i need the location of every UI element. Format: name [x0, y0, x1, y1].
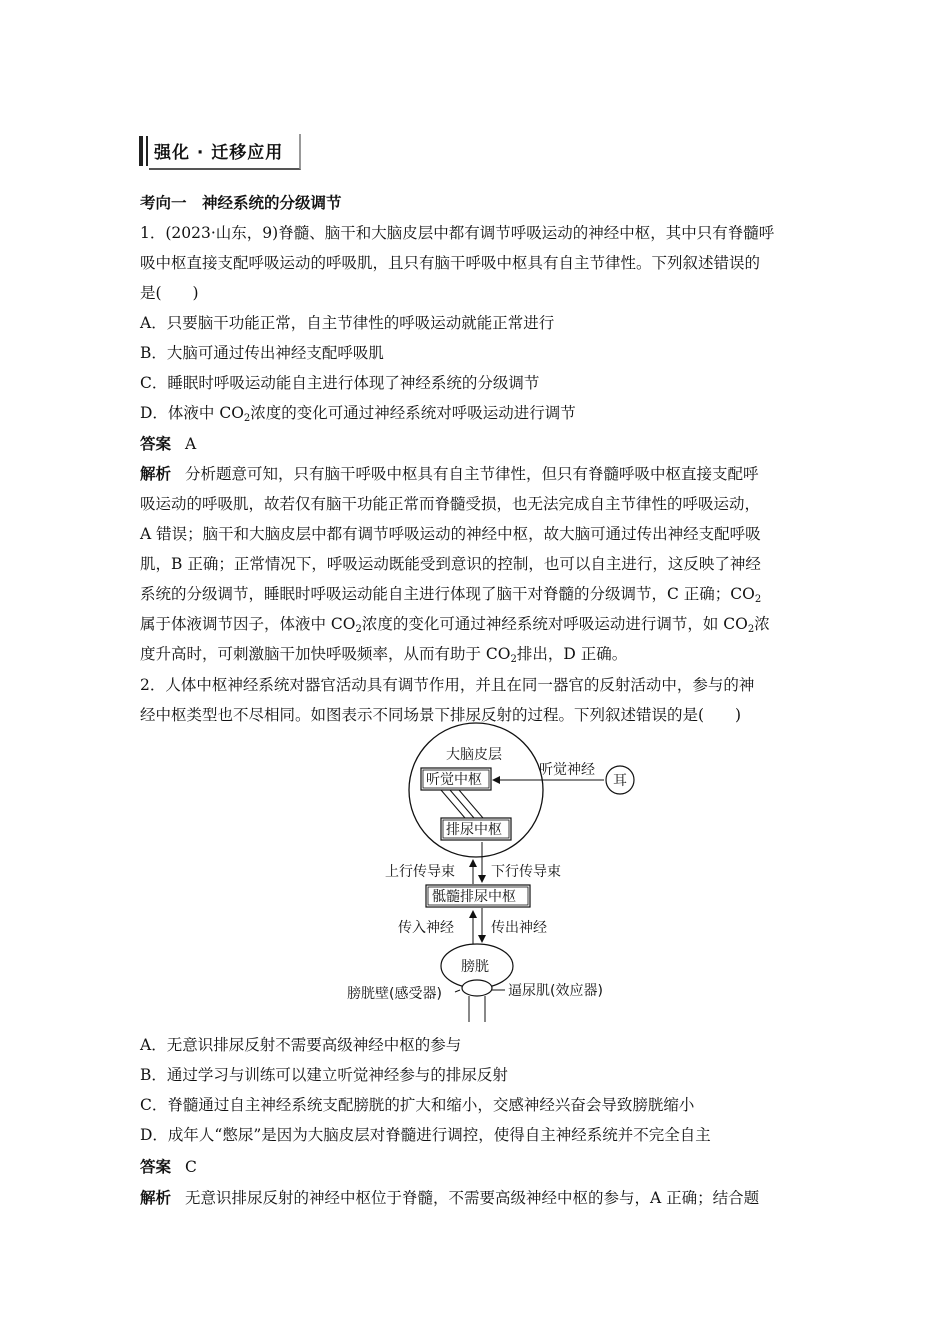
efferent-nerve-label: 传出神经 [491, 920, 547, 936]
afferent-nerve-label: 传入神经 [398, 920, 454, 936]
analysis-text: 浓 [754, 615, 770, 633]
answer-value: A [185, 435, 197, 453]
q1-option-d-text: D．体液中 CO [140, 404, 244, 422]
subscript: 2 [754, 594, 762, 605]
q1-option-b: B．大脑可通过传出神经支配呼吸肌 [140, 344, 384, 362]
q1-stem-line1: 1．(2023·山东，9)脊髓、脑干和大脑皮层中都有调节呼吸运动的神经中枢，其中只有脊髓呼 [140, 224, 775, 242]
q2-option-a: A．无意识排尿反射不需要高级神经中枢的参与 [140, 1036, 462, 1054]
q2-analysis-line1 [140, 1188, 759, 1208]
urination-center-label: 排尿中枢 [446, 822, 502, 838]
ear-label: 耳 [613, 773, 627, 789]
subscript: 2 [747, 624, 755, 635]
q2-answer [140, 1157, 197, 1177]
q1-stem-line2: 吸中枢直接支配呼吸运动的呼吸肌，且只有脑干呼吸中枢具有自主节律性。下列叙述错误的 [140, 254, 761, 272]
auditory-nerve-label: 听觉神经 [539, 762, 595, 778]
cortex-label: 大脑皮层 [446, 747, 502, 763]
analysis-text: 属于体液调节因子，体液中 CO [140, 615, 356, 633]
bladder-wall-label: 膀胱壁(感受器) [347, 986, 442, 1002]
q1-analysis-line3: A 错误；脑干和大脑皮层中都有调节呼吸运动的神经中枢，故大脑可通过传出神经支配呼吸 [140, 525, 761, 543]
answer-label: 答案 [140, 1158, 172, 1176]
bladder-wall-pointer [455, 990, 460, 992]
analysis-label: 解析 [140, 465, 172, 483]
analysis-text: 无意识排尿反射的神经中枢位于脊髓，不需要高级神经中枢的参与，A 正确；结合题 [185, 1189, 760, 1207]
q1-option-d-text-end: 浓度的变化可通过神经系统对呼吸运动进行调节 [250, 404, 576, 422]
analysis-text: 排出，D 正确。 [516, 645, 628, 663]
q2-option-c: C．脊髓通过自主神经系统支配膀胱的扩大和缩小，交感神经兴奋会导致膀胱缩小 [140, 1096, 695, 1114]
ascending-tract-label: 上行传导束 [385, 864, 455, 880]
subscript: 2 [510, 654, 517, 665]
q1-analysis-line2: 吸运动的呼吸肌，故若仅有脑干功能正常而脊髓受损，也无法完成自主节律性的呼吸运动， [140, 495, 761, 513]
q2-option-b: B．通过学习与训练可以建立听觉神经参与的排尿反射 [140, 1066, 508, 1084]
q2-option-d: D．成年人“憋尿”是因为大脑皮层对脊髓进行调控，使得自主神经系统并不完全自主 [140, 1126, 711, 1144]
descending-tract-label: 下行传导束 [491, 864, 561, 880]
section-title: 强化 · 迁移应用 [154, 143, 284, 163]
bladder-label: 膀胱 [461, 959, 489, 975]
subscript: 2 [355, 624, 362, 635]
analysis-text: 系统的分级调节，睡眠时呼吸运动能自主进行体现了脑干对脊髓的分级调节，C 正确；CO [140, 585, 755, 603]
sacral-center-label: 骶髓排尿中枢 [432, 889, 516, 905]
q1-option-c: C．睡眠时呼吸运动能自主进行体现了神经系统的分级调节 [140, 374, 540, 392]
q2-stem-line2: 经中枢类型也不尽相同。如图表示不同场景下排尿反射的过程。下列叙述错误的是( ) [140, 706, 742, 724]
subscript: 2 [243, 413, 251, 424]
analysis-label: 解析 [140, 1189, 172, 1207]
q1-analysis-line4: 肌，B 正确；正常情况下，呼吸运动既能受到意识的控制，也可以自主进行，这反映了神经 [140, 555, 761, 573]
analysis-text: 分析题意可知，只有脑干呼吸中枢具有自主节律性，但只有脊髓呼吸中枢直接支配呼 [185, 465, 759, 483]
answer-label: 答案 [140, 435, 172, 453]
auditory-center-label: 听觉中枢 [426, 772, 482, 788]
analysis-text: 浓度的变化可通过神经系统对呼吸运动进行调节，如 CO [361, 615, 748, 633]
answer-value: C [185, 1158, 197, 1176]
analysis-text: 度升高时，可刺激脑干加快呼吸频率，从而有助于 CO [140, 645, 511, 663]
detrusor-label: 逼尿肌(效应器) [508, 983, 603, 999]
q1-option-a: A．只要脑干功能正常，自主节律性的呼吸运动就能正常进行 [140, 314, 555, 332]
topic-heading: 考向一 神经系统的分级调节 [140, 194, 342, 212]
urethra-opening [462, 980, 492, 996]
q2-stem-line1: 2．人体中枢神经系统对器官活动具有调节作用，并且在同一器官的反射活动中，参与的神 [140, 676, 755, 694]
q1-stem-line3: 是( ) [140, 284, 199, 302]
